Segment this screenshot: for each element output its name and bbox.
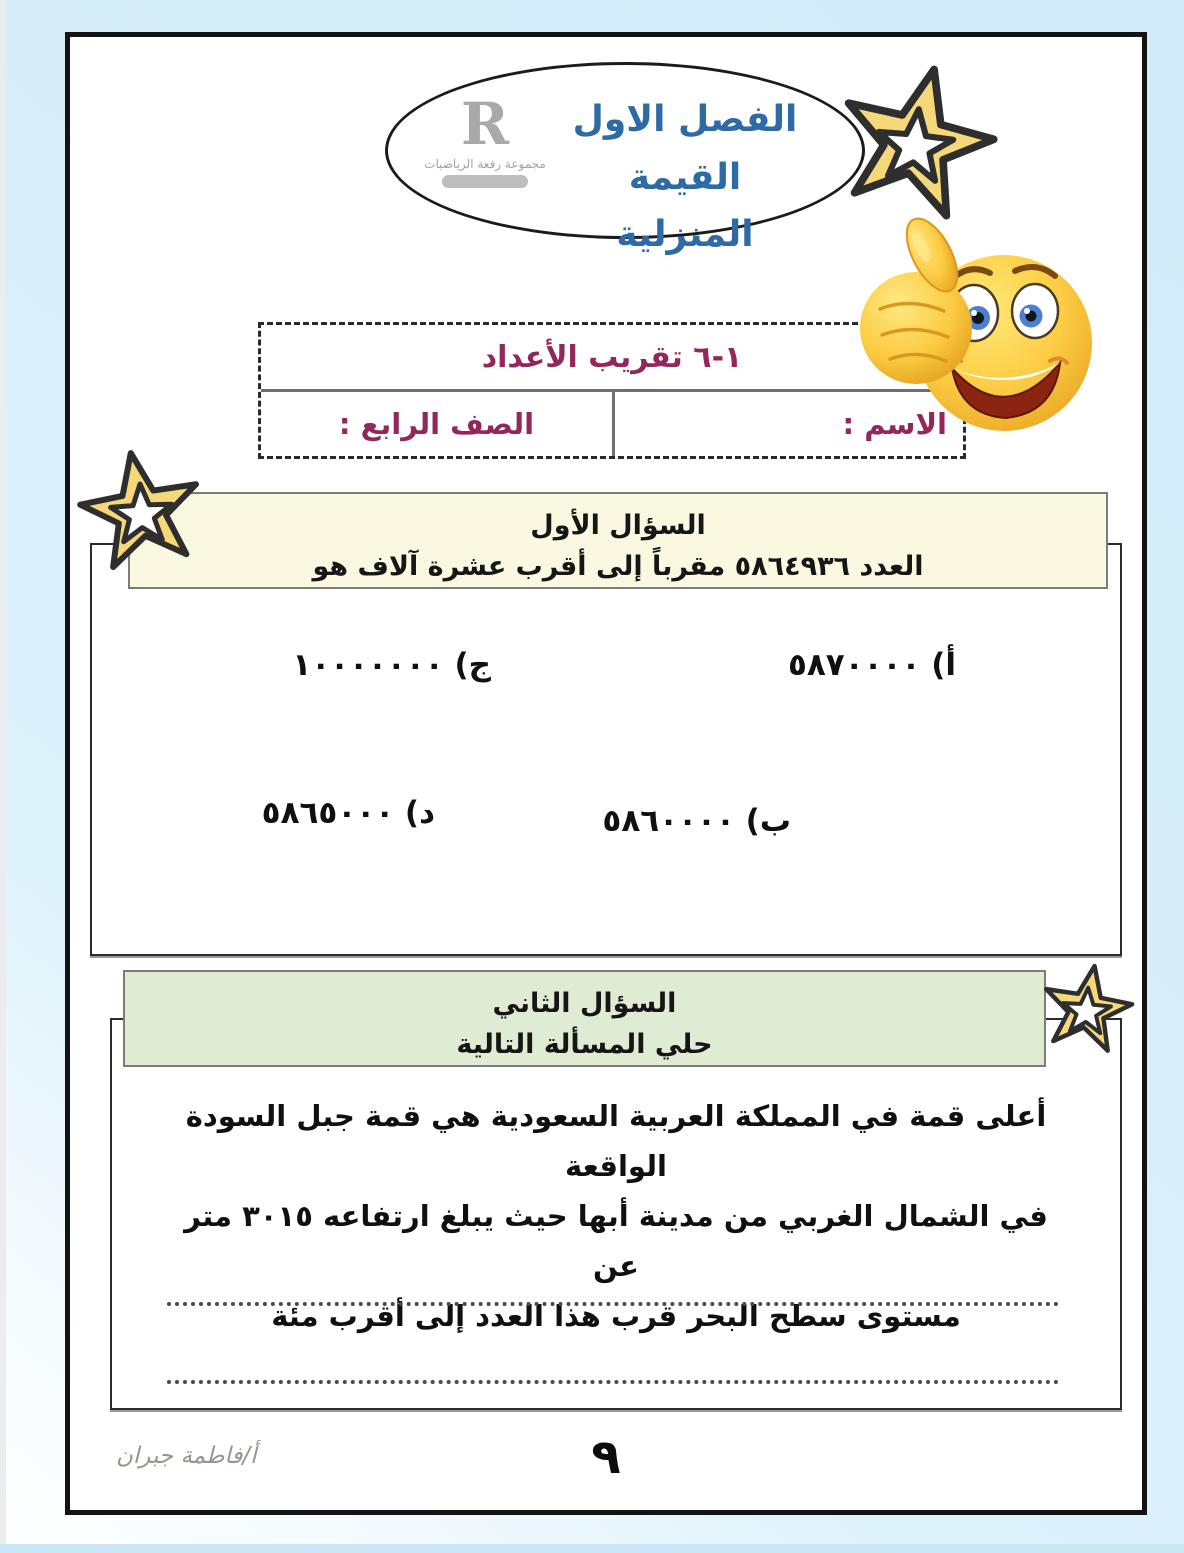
- grade-label: الصف الرابع :: [338, 407, 535, 441]
- logo-banner: [442, 175, 528, 188]
- star-icon: [1038, 960, 1136, 1058]
- question1-answers-box: [90, 543, 1122, 956]
- question2-problem-box: [110, 1018, 1122, 1410]
- logo-letter: R: [460, 90, 510, 158]
- chapter-title: [530, 91, 840, 264]
- lesson-title: ١-٦ تقريب الأعداد: [261, 325, 963, 392]
- name-label: الاسم :: [842, 407, 947, 441]
- grade-cell: [261, 392, 612, 456]
- problem-line2: في الشمال الغربي من مدينة أبها حيث يبلغ ارتفاعه ٣٠١٥ متر عن: [184, 1198, 1048, 1283]
- problem-line3: مستوى سطح البحر قرب هذا العدد إلى أقرب مئة: [271, 1298, 961, 1333]
- question1-prompt: العدد ٥٨٦٤٩٣٦ مقرباً إلى أقرب عشرة آلاف هو: [312, 550, 924, 582]
- question1-header: [128, 492, 1108, 589]
- question2-heading: السؤال الثاني: [492, 988, 677, 1019]
- question2-header: [123, 970, 1046, 1067]
- question1-heading: السؤال الأول: [530, 510, 706, 541]
- answer-line-1[interactable]: [167, 1302, 1059, 1306]
- chapter-title-line2: المنزلية: [616, 214, 754, 256]
- chapter-title-oval: [385, 62, 865, 256]
- problem-text: [112, 1020, 1120, 1341]
- page-number: ٩: [591, 1429, 621, 1485]
- star-icon: [75, 445, 207, 577]
- option-c[interactable]: ج) ١٠٠٠٠٠٠٠: [292, 647, 491, 683]
- option-d[interactable]: د) ٥٨٦٥٠٠٠: [261, 795, 435, 831]
- answer-line-2[interactable]: [167, 1380, 1059, 1384]
- logo-caption: مجموعة رفعة الرياضيات: [424, 157, 546, 171]
- left-edge-strip: [0, 0, 6, 1553]
- chapter-title-line1: الفصل الاول القيمة: [572, 99, 798, 198]
- star-icon: [832, 58, 1000, 226]
- teacher-signature: أ/فاطمة جبران: [116, 1443, 257, 1469]
- question2-subheading: حلي المسألة التالية: [456, 1028, 713, 1060]
- worksheet-page: [65, 32, 1147, 1515]
- thumbs-up-smiley-icon: [852, 213, 1097, 438]
- bottom-edge-strip: [0, 1544, 1184, 1553]
- option-a[interactable]: أ) ٥٨٧٠٠٠٠: [787, 647, 956, 683]
- option-b[interactable]: ب) ٥٨٦٠٠٠٠: [602, 803, 791, 839]
- problem-line1: أعلى قمة في المملكة العربية السعودية هي قمة جبل السودة الواقعة: [185, 1099, 1047, 1183]
